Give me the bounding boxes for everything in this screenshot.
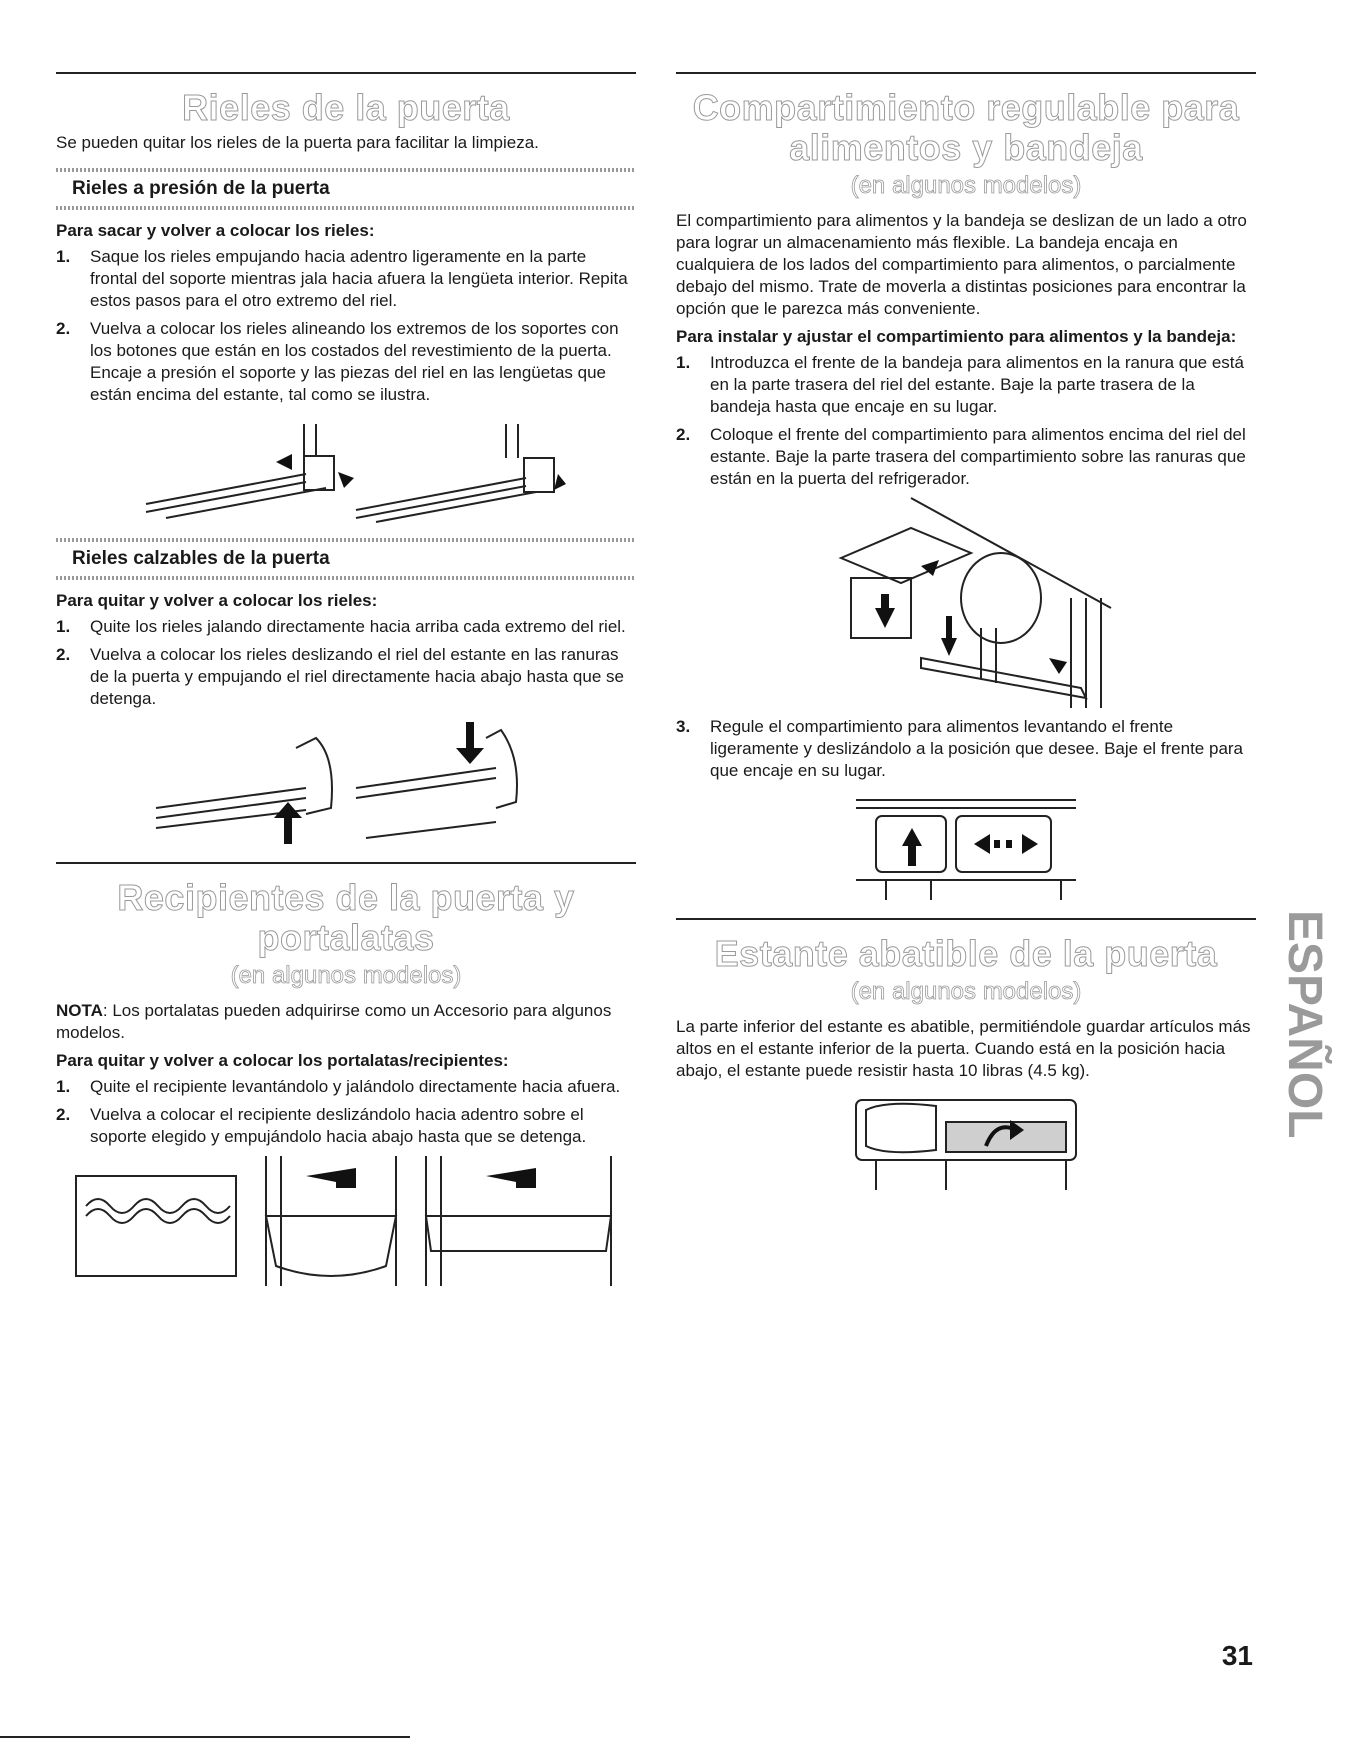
right-column	[676, 72, 1256, 1198]
list-item: 2. Vuelva a colocar los rieles deslizando el riel del estante en las ranuras de la puerta y empujando el riel directamente hacia abajo hasta que se detenga.	[56, 645, 624, 708]
bottom-rule	[0, 1736, 410, 1738]
subhead-calzables: Rieles calzables de la puerta	[72, 548, 330, 569]
hatch-divider	[56, 576, 636, 580]
list-item: 2. Vuelva a colocar el recipiente deslizándolo hacia adentro sobre el soporte elegido y empujándolo hacia abajo hasta que se detenga.	[56, 1105, 587, 1146]
food-compartment-illustration	[821, 498, 1111, 708]
section-title-compartimiento-1: Compartimiento regulable para	[692, 87, 1240, 128]
list-item: 2. Vuelva a colocar los rieles alineando los extremos de los soportes con los botones que están en los costados del revestimiento de la puerta. Encaje a presión el soporte y las piezas del riel en las lengüetas que están encima del estante, tal como se ilustra.	[56, 319, 619, 404]
list-item: 1. Introduzca el frente de la bandeja para alimentos en la ranura que está en la parte trasera del riel del estante. Baje la parte trasera de la bandeja hasta que encaje en su lugar.	[676, 353, 1244, 416]
list-item: 1. Saque los rieles empujando hacia adentro ligeramente en la parte frontal del soporte mientras jala hacia afuera la lengüeta interior. Repita estos pasos para el otro extremo del riel.	[56, 247, 628, 310]
section-subtitle: (en algunos modelos)	[230, 962, 462, 989]
calzables-steps	[56, 616, 636, 710]
rieles-intro: Se pueden quitar los rieles de la puerta para facilitar la limpieza.	[56, 133, 539, 152]
nota: NOTA: Los portalatas pueden adquirirse como un Accesorio para algunos modelos.	[56, 1001, 612, 1042]
slide-rails-illustration	[156, 718, 536, 848]
list-item: 2. Coloque el frente del compartimiento para alimentos encima del riel del estante. Baje la parte trasera del compartimiento sobre las ranuras que están en la puerta del refrigerador.	[676, 425, 1246, 488]
section-rule	[56, 72, 636, 74]
recipientes-steps	[56, 1076, 636, 1148]
list-item: 3. Regule el compartimiento para alimentos levantando el frente ligeramente y deslizándolo a la posición que desee. Baje el frente para que encaje en su lugar.	[676, 717, 1244, 780]
left-column	[56, 72, 636, 1294]
section-title-estante: Estante abatible de la puerta	[714, 933, 1218, 974]
section-rule	[676, 72, 1256, 74]
compartimiento-step3	[676, 716, 1256, 782]
hatch-divider	[56, 538, 636, 542]
calzables-lead: Para quitar y volver a colocar los rieles:	[56, 591, 378, 610]
section-rule	[56, 862, 636, 864]
hatch-divider	[56, 206, 636, 210]
adjust-compartment-illustration	[856, 790, 1076, 900]
presion-lead: Para sacar y volver a colocar los rieles:	[56, 221, 375, 240]
compartimiento-lead: Para instalar y ajustar el compartimiento para alimentos y la bandeja:	[676, 327, 1237, 346]
page-number: 31	[1221, 1640, 1253, 1671]
section-title-recipientes: Recipientes de la puerta y portalatas	[117, 877, 575, 958]
section-subtitle: (en algunos modelos)	[850, 172, 1082, 199]
presion-steps	[56, 246, 636, 406]
list-item: 1. Quite los rieles jalando directamente hacia arriba cada extremo del riel.	[56, 617, 626, 636]
hatch-divider	[56, 168, 636, 172]
recipientes-lead: Para quitar y volver a colocar los portalatas/recipientes:	[56, 1051, 509, 1070]
section-rule	[676, 918, 1256, 920]
compartimiento-intro: El compartimiento para alimentos y la bandeja se deslizan de un lado a otro para lograr un almacenamiento más flexible. La bandeja encaja en cualquiera de los lados del compartimiento para alimentos, o parcialmente debajo del mismo. Trate de moverla a distintas posiciones para encontrar la opción que le parezca más conveniente.	[676, 211, 1247, 318]
subhead-presion: Rieles a presión de la puerta	[72, 178, 330, 199]
section-subtitle: (en algunos modelos)	[850, 978, 1082, 1005]
estante-text: La parte inferior del estante es abatible, permitiéndole guardar artículos más altos en el estante inferior de la puerta. Cuando está en la posición hacia abajo, el estante puede resistir hasta 10 libras (4.5 kg).	[676, 1017, 1251, 1080]
section-title-rieles: Rieles de la puerta	[182, 87, 510, 128]
snap-rails-illustration	[126, 414, 566, 524]
bins-illustration	[66, 1156, 626, 1286]
flip-shelf-illustration	[846, 1090, 1086, 1190]
compartimiento-steps	[676, 352, 1256, 490]
list-item: 1. Quite el recipiente levantándolo y jalándolo directamente hacia afuera.	[56, 1077, 621, 1096]
section-title-compartimiento-2: alimentos y bandeja	[789, 127, 1143, 168]
language-tab-label: ESPAÑOL	[1278, 910, 1331, 1139]
language-side-tab	[1245, 910, 1331, 1240]
